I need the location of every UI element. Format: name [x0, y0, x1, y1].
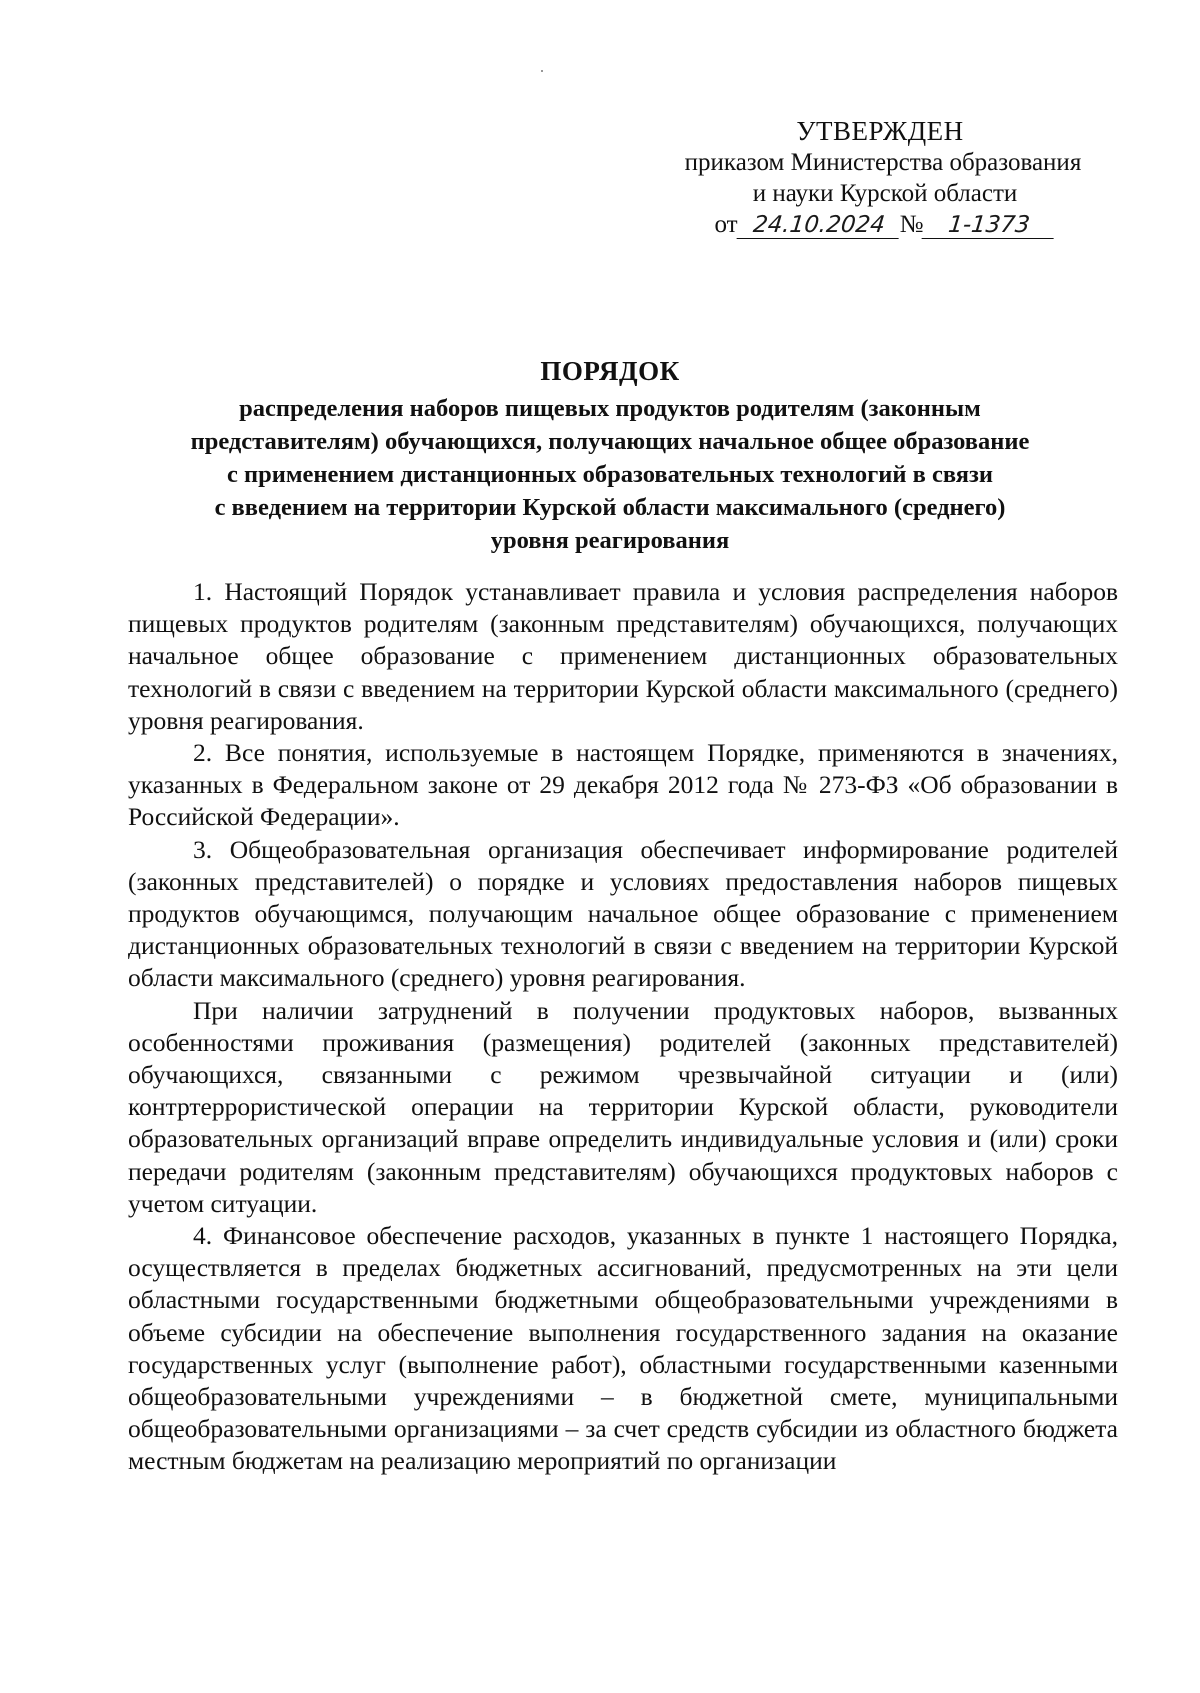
paragraph-3-continuation: При наличии затруднений в получении продуктовых наборов, вызванных особенностями проживания (размещения) родителей (законных представителей) обучающихся, связанными с режимом чрезвычайной ситуации и (или) контртеррористической операции на территории Курской области, руководители образовательных организаций вправе определить индивидуальные условия и (или) сроки передачи родителям (законным представителям) обучающихся продуктовых наборов с учетом ситуации.	[128, 995, 1118, 1218]
paragraph-3: 3. Общеобразовательная организация обеспечивает информирование родителей (законных представителей) о порядке и условиях предоставления наборов пищевых продуктов обучающимся, получающим начальное общее образование с применением дистанционных образовательных технологий в связи с введением на территории Курской области максимального (среднего) уровня реагирования.	[128, 834, 1118, 993]
approval-date-number-line	[620, 209, 1110, 240]
date-prefix: от	[714, 211, 738, 238]
document-subtitle-line: с применением дистанционных образовательных технологий в связи	[227, 461, 993, 488]
handwritten-order-number: 1-1373	[922, 212, 1057, 239]
paragraph-2: 2. Все понятия, используемые в настоящем Порядке, применяются в значениях, указанных в Федеральном законе от 29 декабря 2012 года № 273-ФЗ «Об образовании в Российской Федерации».	[128, 738, 1118, 832]
scan-speck	[541, 70, 543, 72]
number-prefix: №	[899, 211, 924, 238]
document-title-block	[115, 355, 1105, 557]
approval-heading: УТВЕРЖДЕН	[796, 116, 964, 146]
paragraph-4: 4. Финансовое обеспечение расходов, указанных в пункте 1 настоящего Порядка, осуществляется в пределах бюджетных ассигнований, предусмотренных на эти цели областными государственными бюджетными общеобразовательными учреждениями в объеме субсидии на обеспечение выполнения государственного задания на оказание государственных услуг (выполнение работ), областными государственными казенными общеобразовательными учреждениями – в бюджетной смете, муниципальными общеобразовательными организациями – за счет средств субсидии из областного бюджета местным бюджетам на реализацию мероприятий по организации	[128, 1221, 1118, 1476]
approval-issuer-line: приказом Министерства образования	[684, 149, 1082, 176]
document-subtitle-line: представителям) обучающихся, получающих начальное общее образование	[190, 428, 1030, 455]
document-subtitle-line: уровня реагирования	[490, 527, 730, 554]
document-body	[128, 576, 1118, 1478]
paragraph-1: 1. Настоящий Порядок устанавливает правила и условия распределения наборов пищевых продуктов родителям (законным представителям) обучающихся, получающих начальное общее образование с применением дистанционных образовательных технологий в связи с введением на территории Курской области максимального (среднего) уровня реагирования.	[128, 577, 1118, 735]
approval-stamp-block	[620, 116, 1110, 240]
handwritten-date: 24.10.2024	[736, 212, 901, 239]
approval-region-line: и науки Курской области	[752, 180, 1018, 207]
document-subtitle-line: распределения наборов пищевых продуктов родителям (законным	[239, 395, 981, 422]
document-subtitle-line: с введением на территории Курской области максимального (среднего)	[214, 494, 1006, 521]
document-title: ПОРЯДОК	[540, 356, 680, 386]
